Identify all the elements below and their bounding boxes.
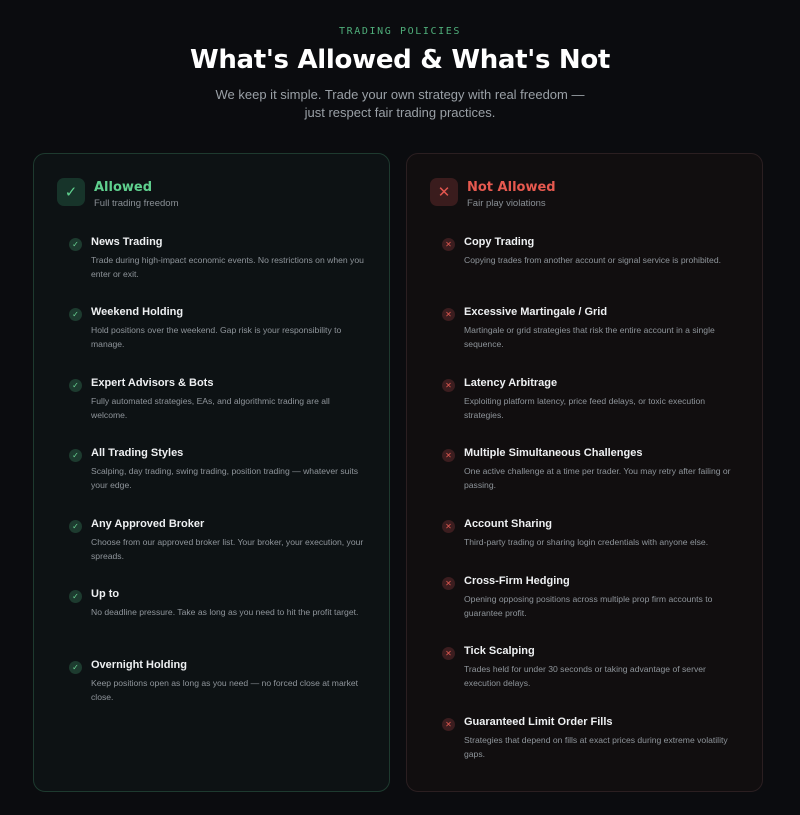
not-allowed-item-title: Cross-Firm Hedging [464, 575, 570, 587]
allowed-item-desc: No deadline pressure. Take as long as you need to hit the profit target. [91, 607, 359, 617]
check-icon: ✓ [69, 661, 82, 674]
allowed-item-desc: Fully automated strategies, EAs, and algorithmic trading are all welcome. [91, 396, 330, 420]
not-allowed-title: Not Allowed [467, 180, 556, 195]
allowed-item-desc: Trade during high-impact economic events. No restrictions on when you enter or exit. [91, 255, 364, 279]
x-icon: ✕ [442, 577, 455, 590]
x-icon: ✕ [442, 520, 455, 533]
check-icon: ✓ [69, 590, 82, 603]
allowed-item-title: All Trading Styles [91, 447, 184, 459]
allowed-item-title: News Trading [91, 236, 163, 248]
x-icon: ✕ [430, 178, 458, 206]
not-allowed-item-title: Excessive Martingale / Grid [464, 306, 608, 318]
not-allowed-item-title: Latency Arbitrage [464, 377, 558, 389]
allowed-item-desc: Scalping, day trading, swing trading, position trading — whatever suits your edge. [91, 466, 359, 490]
allowed-card [33, 153, 390, 792]
x-icon: ✕ [442, 238, 455, 251]
allowed-title: Allowed [94, 180, 153, 195]
not-allowed-item-title: Guaranteed Limit Order Fills [464, 716, 613, 728]
x-icon: ✕ [442, 449, 455, 462]
check-icon: ✓ [57, 178, 85, 206]
x-icon: ✕ [442, 308, 455, 321]
allowed-subtitle: Full trading freedom [94, 198, 179, 209]
check-icon: ✓ [69, 520, 82, 533]
section-eyebrow: TRADING POLICIES [339, 26, 461, 37]
not-allowed-item-title: Copy Trading [464, 236, 535, 248]
not-allowed-item-title: Multiple Simultaneous Challenges [464, 447, 643, 459]
allowed-item-title: Weekend Holding [91, 306, 184, 318]
not-allowed-item-desc: One active challenge at a time per trader. You may retry after failing or passing. [464, 466, 731, 490]
not-allowed-subtitle: Fair play violations [467, 198, 546, 209]
not-allowed-item-desc: Trades held for under 30 seconds or taking advantage of server execution delays. [464, 664, 706, 688]
allowed-card-header [57, 178, 367, 210]
allowed-item-title: Overnight Holding [91, 659, 187, 671]
x-icon: ✕ [442, 379, 455, 392]
page-subtitle: We keep it simple. Trade your own strategy with real freedom — just respect fair trading practices. [215, 87, 585, 120]
allowed-item-desc: Keep positions open as long as you need — no forced close at market close. [91, 678, 359, 702]
check-icon: ✓ [69, 379, 82, 392]
not-allowed-item-desc: Strategies that depend on fills at exact prices during extreme volatility gaps. [464, 735, 728, 759]
allowed-item-title: Any Approved Broker [91, 518, 205, 530]
allowed-item-title: Up to [91, 588, 120, 600]
x-icon: ✕ [442, 718, 455, 731]
not-allowed-item-title: Account Sharing [464, 518, 553, 530]
check-icon: ✓ [69, 449, 82, 462]
not-allowed-item-desc: Opening opposing positions across multiple prop firm accounts to guarantee profit. [464, 594, 713, 618]
allowed-item-desc: Hold positions over the weekend. Gap risk is your responsibility to manage. [91, 325, 342, 349]
allowed-item-desc: Choose from our approved broker list. Your broker, your execution, your spreads. [91, 537, 364, 561]
not-allowed-card [406, 153, 763, 792]
not-allowed-item-title: Tick Scalping [464, 645, 535, 657]
check-icon: ✓ [69, 238, 82, 251]
not-allowed-item-desc: Third-party trading or sharing login credentials with anyone else. [464, 537, 709, 547]
allowed-item-title: Expert Advisors & Bots [91, 377, 214, 389]
x-icon: ✕ [442, 647, 455, 660]
not-allowed-item-desc: Martingale or grid strategies that risk the entire account in a single sequence. [464, 325, 715, 349]
not-allowed-item-desc: Exploiting platform latency, price feed delays, or toxic execution strategies. [464, 396, 706, 420]
page-title: What's Allowed & What's Not [189, 45, 611, 75]
check-icon: ✓ [69, 308, 82, 321]
not-allowed-item-desc: Copying trades from another account or signal service is prohibited. [464, 255, 721, 265]
not-allowed-card-header [430, 178, 740, 210]
